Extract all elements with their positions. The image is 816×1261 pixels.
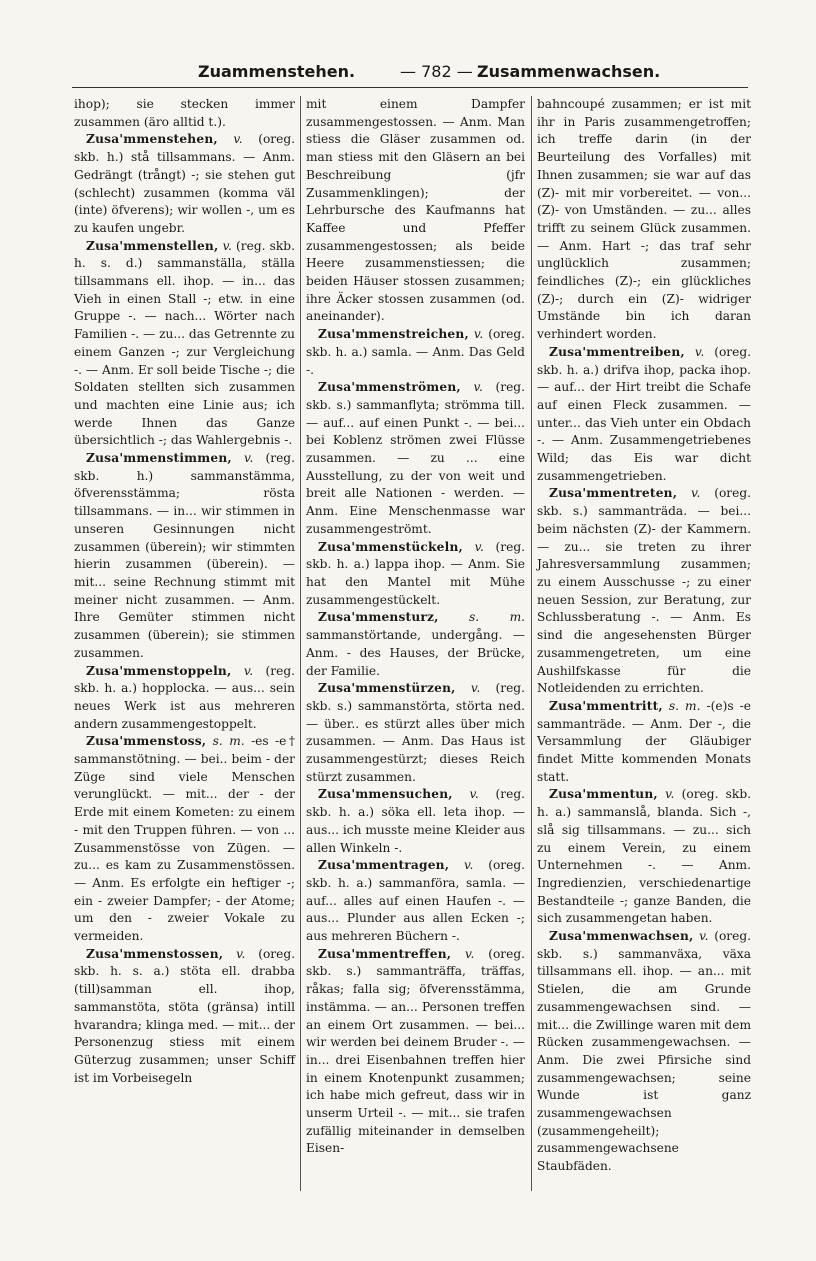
- headword: Zusa'mmenströmen,: [318, 380, 461, 395]
- headword: Zusa'mmenstürzen,: [318, 681, 456, 696]
- entry-text: (reg. skb. h. a.) hopplocka. — aus... sein neues Werk ist aus mehreren andern zusammengestoppelt.: [74, 663, 296, 731]
- dictionary-entry: Zusa'mmenströmen, v. (reg. skb. s.) sammanflyta; strömma till. — auf... auf einen Punkt -. — bei... bei Koblenz strömen zwei Flüsse zusammen. — zu ... eine Ausstellung, zu der von weit und breit alle Nationen - werden. — Anm. Eine Menschenmasse war zusammengeströmt.: [306, 380, 525, 536]
- entry-text: (reg. skb. h. s. d.) sammanställa, ställa tillsammans ell. ihop. — in... das Vieh in einen Stall -; etw. in eine Gruppe -. — nach... Wörter nach Familien -. — zu... das Getrennte zu einem Ganzen -; zur Vergleichung -. — Anm. Er soll beide Tische -; die Soldaten stellten sich zusammen und machten eine Linie aus; ich werde Ihnen das Ganze übersichtlich -; das Wahlergebnis -.: [74, 238, 295, 448]
- entry-text: (reg. skb. h. a.) söka ell. leta ihop. — aus... ich musste meine Kleider aus allen Winkeln -.: [306, 787, 526, 855]
- entry-text: (reg. skb. s.) sammanstörta, störta ned. — über.. es stürzt alles über mich zusammen. — Anm. Das Haus ist zusammengestürzt; dieses Reich stürzt zusammen.: [306, 681, 525, 784]
- headword: Zusa'mmentreiben,: [549, 344, 685, 359]
- column-3: [537, 96, 751, 1176]
- column-1: [74, 96, 295, 1087]
- entry-text: bahncoupé zusammen; er ist mit ihr in Paris zusammengetroffen; ich treffe darin (in der Beurteilung des Vorfalles) mit Ihnen zusammen; sie war auf das (Z)- mit mir vorbereitet. — von... (Z)- von Umständen. — zu... alles trifft zu seinem Glück zusammen. — Anm. Hart -; das traf sehr unglücklich zusammen; feindliches (Z)-; ein glückliches (Z)-; durch ein (Z)- widriger Umstände bin ich daran verhindert worden.: [537, 97, 751, 342]
- dictionary-entry: Zusa'mmenstoppeln, v. (reg. skb. h. a.) hopplocka. — aus... sein neues Werk ist aus mehreren andern zusammengestoppelt.: [74, 663, 296, 731]
- entry-text: (oreg. skb. h.) stå tillsammans. — Anm. Gedrängt (trångt) -; sie stehen gut (schlecht) zusammen (komma väl (inte) öfverens); wir wollen -, um es zu kaufen ungebr.: [74, 132, 296, 235]
- header-left-word: Zuammenstehen.: [198, 62, 356, 81]
- headword: Zusa'mmenstehen,: [86, 132, 218, 147]
- headword: Zusa'mmentritt,: [549, 698, 663, 713]
- entry-text: (reg. skb. h. a.) lappa ihop. — Anm. Sie hat den Mantel mit Mühe zusammengestückelt.: [306, 539, 526, 607]
- entry-text: (oreg. skb. h. a.) samla. — Anm. Das Geld -.: [306, 327, 526, 377]
- headword: Zusa'mmenstimmen,: [86, 451, 232, 466]
- page-number: — 782 —: [400, 62, 473, 81]
- entry-text: sammanstörtande, undergång. — Anm. - des Hauses, der Brücke, der Familie.: [306, 628, 525, 678]
- entry-text: (reg. skb. s.) sammanflyta; strömma till. — auf... auf einen Punkt -. — bei... bei Koblenz strömen zwei Flüsse zusammen. — zu ... eine Ausstellung, zu der von weit und breit alle Nationen - werden. — Anm. Eine Menschenmasse war zusammengeströmt.: [306, 380, 525, 536]
- headword: Zusa'mmensturz,: [318, 610, 439, 625]
- entry-text: (oreg. skb. h. a.) sammanföra, samla. — auf... alles auf einen Haufen -. — aus... Plunder aus allen Ecken -; aus mehreren Büchern -.: [306, 858, 525, 944]
- dictionary-entry: Zusa'mmenstückeln, v. (reg. skb. h. a.) lappa ihop. — Anm. Sie hat den Mantel mit Mühe zusammengestückelt.: [306, 539, 526, 607]
- dictionary-entry: Zusa'mmentragen, v. (oreg. skb. h. a.) sammanföra, samla. — auf... alles auf einen Haufen -. — aus... Plunder aus allen Ecken -; aus mehreren Büchern -.: [306, 858, 525, 944]
- dictionary-entry: Zusa'mmensuchen, v. (reg. skb. h. a.) söka ell. leta ihop. — aus... ich musste meine Kleider aus allen Winkeln -.: [306, 787, 526, 855]
- headword: Zusa'mmentragen,: [318, 858, 450, 873]
- entry-text: (oreg. skb. h. a.) drifva ihop, packa ihop. — auf... der Hirt treibt die Schafe auf einen Fleck zusammen. — unter... das Vieh unter ein Obdach -. — Anm. Zusammengetriebenes Wild; das Eis war dicht zusammengetrieben.: [537, 344, 751, 483]
- dictionary-entry: Zusa'mmenstehen, v. (oreg. skb. h.) stå tillsammans. — Anm. Gedrängt (trångt) -; sie stehen gut (schlecht) zusammen (komma väl (inte) öfverens); wir wollen -, um es zu kaufen ungebr.: [74, 132, 296, 235]
- headword: Zusa'mmensuchen,: [318, 787, 453, 802]
- dictionary-entry: Zusa'mmenstimmen, v. (reg. skb. h.) sammanstämma, öfverensstämma; rösta tillsammans. — in... wir stimmen in unseren Gesinnungen nicht zusammen (überein); wir stimmten hierin zusammen (überein). — mit... seine Rechnung stimmt mit meiner nicht zusammen. — Anm. Ihre Gemüter stimmen nicht zusammen (überein); sie stimmen zusammen.: [74, 451, 295, 660]
- dictionary-entry: Zusa'mmenstürzen, v. (reg. skb. s.) sammanstörta, störta ned. — über.. es stürzt alles über mich zusammen. — Anm. Das Haus ist zusammengestürzt; dieses Reich stürzt zusammen.: [306, 681, 525, 784]
- headword: Zusa'mmentun,: [549, 787, 658, 802]
- entry-text: -(e)s -e sammanträde. — Anm. Der -, die Versammlung der Gläubiger findet Mitte kommenden Monats statt.: [537, 698, 752, 784]
- headword: Zusa'mmenstellen,: [86, 238, 219, 253]
- column-divider-1: [300, 96, 301, 1191]
- dictionary-entry: Zusa'mmentreiben, v. (oreg. skb. h. a.) drifva ihop, packa ihop. — auf... der Hirt treibt die Schafe auf einen Fleck zusammen. — unter... das Vieh unter ein Obdach -. — Anm. Zusammengetriebenes Wild; das Eis war dicht zusammengetrieben.: [537, 344, 751, 483]
- entry-text: (oreg. skb. s.) sammanträda. — bei... beim nächsten (Z)- der Kammern. — zu... sie treten zu ihrer Jahresversammlung zusammen; zu einem Ausschusse -; zu einer neuen Session, zur Beratung, zur Schlussberatung -. — Anm. Es sind die angesehensten Bürger zusammengetreten, um eine Aushilfskasse für die Notleidenden zu errichten.: [537, 486, 751, 696]
- headword: Zusa'mmentreten,: [549, 486, 678, 501]
- column-divider-2: [531, 96, 532, 1191]
- running-header: [70, 62, 750, 84]
- headword: Zusa'mmenstückeln,: [318, 539, 463, 554]
- dictionary-entry: Zusa'mmensturz, s. m. sammanstörtande, undergång. — Anm. - des Hauses, der Brücke, der Familie.: [306, 610, 525, 678]
- dictionary-entry: Zusa'mmentritt, s. m. -(e)s -e sammanträde. — Anm. Der -, die Versammlung der Gläubiger findet Mitte kommenden Monats statt.: [537, 698, 752, 784]
- header-rule: [72, 87, 748, 88]
- headword: Zusa'mmentreffen,: [318, 946, 452, 961]
- entry-text: (oreg. skb. h. a.) sammanslå, blanda. Sich -, slå sig tillsammans. — zu... sich zu einem Verein, zu einem Unternehmen -. — Anm. Ingredienzien, verschiedenartige Bestandteile -; ganze Banden, die sich zusammengetan haben.: [537, 787, 751, 926]
- headword: Zusa'mmenstoppeln,: [86, 663, 232, 678]
- dictionary-entry: Zusa'mmenstellen, v. (reg. skb. h. s. d.) sammanställa, ställa tillsammans ell. ihop. — in... das Vieh in einen Stall -; etw. in eine Gruppe -. — nach... Wörter nach Familien -. — zu... das Getrennte zu einem Ganzen -; zur Vergleichung -. — Anm. Er soll beide Tische -; die Soldaten stellten sich zusammen und machten eine Linie aus; ich werde Ihnen das Ganze übersichtlich -; das Wahlergebnis -.: [74, 238, 295, 448]
- dictionary-entry: Zusa'mmenwachsen, v. (oreg. skb. s.) sammanväxa, växa tillsammans ell. ihop. — an... mit Stielen, die am Grunde zusammengewachsen sind. — mit... die Zwillinge waren mit dem Rücken zusammengewachsen. — Anm. Die zwei Pfirsiche sind zusammengewachsen; seine Wunde ist ganz zusammengewachsen (zusammengeheilt); zusammengewachsene Staubfäden.: [537, 929, 752, 1174]
- entry-text: mit einem Dampfer zusammengestossen. — Anm. Man stiess die Gläser zusammen od. man stiess mit den Gläsern an bei Beschreibung (jfr Zusammenklingen); der Lehrbursche des Kaufmanns hat Kaffee und Pfeffer zusammengestossen; als beide Heere zusammenstiessen; die beiden Häuser stossen zusammen; ihre Äcker stossen zusammen (od. aneinander).: [306, 97, 525, 324]
- dictionary-entry: Zusa'mmentreffen, v. (oreg. skb. s.) sammanträffa, träffas, råkas; falla sig; öfverensstämma, instämma. — an... Personen treffen an einem Ort zusammen. — bei... wir werden bei deinem Bruder -. — in... drei Eisenbahnen treffen hier in einem Knotenpunkt zusammen; ich habe mich gefreut, dass wir in unserm Urteil -. — mit... sie trafen zufällig miteinander in demselben Eisen-: [306, 946, 526, 1156]
- entry-text: (reg. skb. h.) sammanstämma, öfverensstämma; rösta tillsammans. — in... wir stimmen in unseren Gesinnungen nicht zusammen (überein); wir stimmten hierin zusammen (überein). — mit... seine Rechnung stimmt mit meiner nicht zusammen. — Anm. Ihre Gemüter stimmen nicht zusammen (überein); sie stimmen zusammen.: [74, 451, 295, 660]
- dictionary-entry: Zusa'mmenstossen, v. (oreg. skb. h. s. a.) stöta ell. drabba (till)samman ell. ihop, sammanstöta, stöta (gränsa) intill hvarandra; klinga med. — mit... der Personenzug stiess mit einem Güterzug zusammen; unser Schiff ist im Vorbeisegeln: [74, 946, 296, 1085]
- dictionary-entry: Zusa'mmenstoss, s. m. -es -e† sammanstötning. — bei.. beim - der Züge sind viele Menschen verunglückt. — mit... der - der Erde mit einem Kometen: zu einem - mit den Truppen führen. — von ... Zusammenstösse von Zügen. — zu... es kam zu Zusammenstössen. — Anm. Es erfolgte ein heftiger -; ein - zweier Dampfer; - der Atome; um den - zweier Vokale zu vermeiden.: [74, 734, 296, 944]
- entry-text: (oreg. skb. s.) sammanväxa, växa tillsammans ell. ihop. — an... mit Stielen, die am Grunde zusammengewachsen sind. — mit... die Zwillinge waren mit dem Rücken zusammengewachsen. — Anm. Die zwei Pfirsiche sind zusammengewachsen; seine Wunde ist ganz zusammengewachsen (zusammengeheilt); zusammengewachsene Staubfäden.: [537, 929, 752, 1174]
- headword: Zusa'mmenwachsen,: [549, 929, 694, 944]
- headword: Zusa'mmenstoss,: [86, 734, 207, 749]
- header-right-word: Zusammenwachsen.: [477, 62, 661, 81]
- dictionary-entry: Zusa'mmentreten, v. (oreg. skb. s.) sammanträda. — bei... beim nächsten (Z)- der Kammern. — zu... sie treten zu ihrer Jahresversammlung zusammen; zu einem Ausschusse -; zu einer neuen Session, zur Beratung, zur Schlussberatung -. — Anm. Es sind die angesehensten Bürger zusammengetreten, um eine Aushilfskasse für die Notleidenden zu errichten.: [537, 486, 751, 696]
- entry-text: ihop); sie stecken immer zusammen (äro alltid t.).: [74, 97, 295, 129]
- column-2: [306, 96, 525, 1158]
- entry-text: (oreg. skb. s.) sammanträffa, träffas, råkas; falla sig; öfverensstämma, instämma. — an... Personen treffen an einem Ort zusammen. — bei... wir werden bei deinem Bruder -. — in... drei Eisenbahnen treffen hier in einem Knotenpunkt zusammen; ich habe mich gefreut, dass wir in unserm Urteil -. — mit... sie trafen zufällig miteinander in demselben Eisen-: [306, 946, 526, 1156]
- headword: Zusa'mmenstossen,: [86, 946, 224, 961]
- dictionary-entry: Zusa'mmentun, v. (oreg. skb. h. a.) sammanslå, blanda. Sich -, slå sig tillsammans. — zu... sich zu einem Verein, zu einem Unternehmen -. — Anm. Ingredienzien, verschiedenartige Bestandteile -; ganze Banden, die sich zusammengetan haben.: [537, 787, 751, 926]
- dictionary-entry: Zusa'mmenstreichen, v. (oreg. skb. h. a.) samla. — Anm. Das Geld -.: [306, 327, 526, 377]
- headword: Zusa'mmenstreichen,: [318, 327, 469, 342]
- entry-text: -es -e† sammanstötning. — bei.. beim - der Züge sind viele Menschen verunglückt. — mit... der - der Erde mit einem Kometen: zu einem - mit den Truppen führen. — von ... Zusammenstösse von Zügen. — zu... es kam zu Zusammenstössen. — Anm. Es erfolgte ein heftiger -; ein - zweier Dampfer; - der Atome; um den - zweier Vokale zu vermeiden.: [74, 734, 296, 944]
- entry-text: (oreg. skb. h. s. a.) stöta ell. drabba (till)samman ell. ihop, sammanstöta, stöta (gränsa) intill hvarandra; klinga med. — mit... der Personenzug stiess mit einem Güterzug zusammen; unser Schiff ist im Vorbeisegeln: [74, 946, 296, 1085]
